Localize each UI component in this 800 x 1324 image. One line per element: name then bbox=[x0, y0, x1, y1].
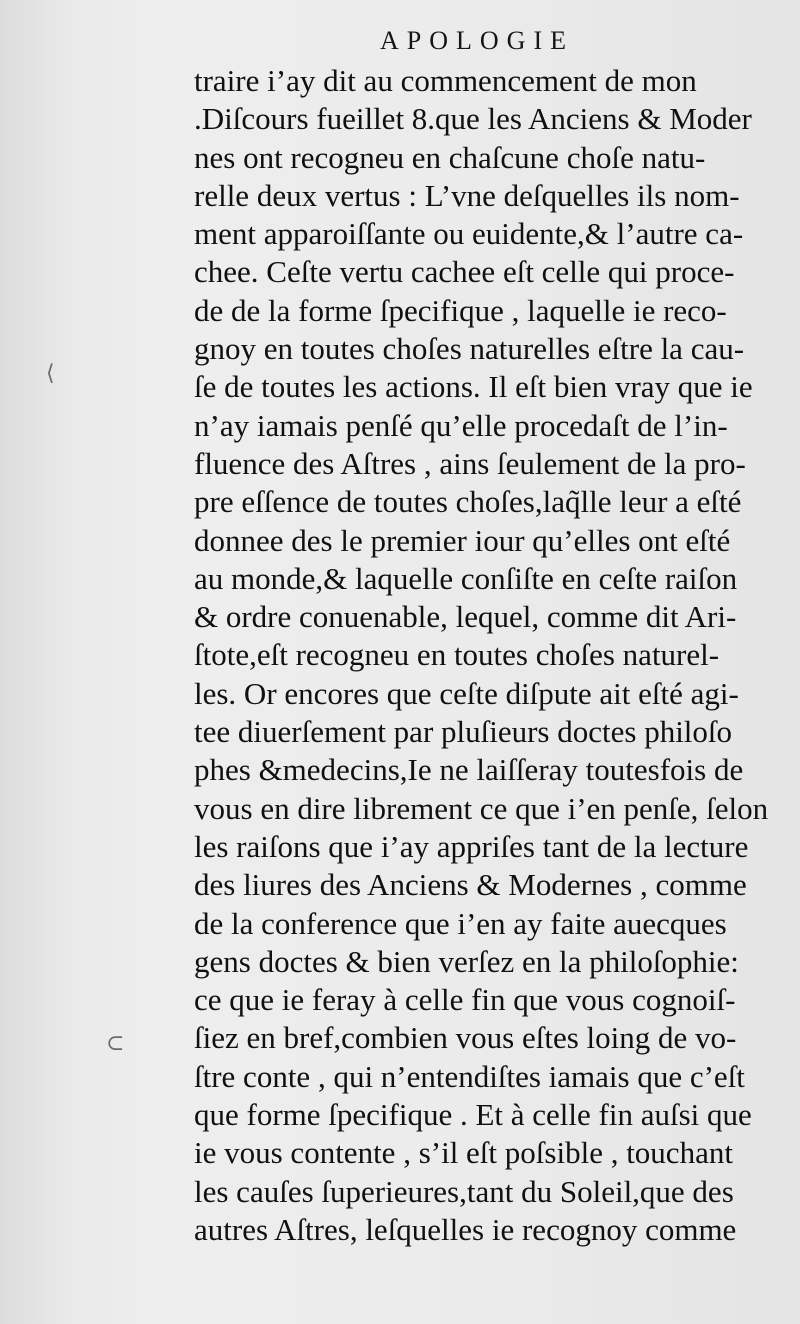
text-line: gens doctes & bien verſez en la philoſophie: bbox=[194, 943, 739, 979]
text-line: ſtote,eſt recogneu en toutes choſes naturel- bbox=[194, 637, 720, 673]
text-line: au monde,& laquelle conſiſte en ceſte raiſon bbox=[194, 560, 738, 596]
text-line: relle deux vertus : L’vne deſquelles ils nom- bbox=[194, 177, 740, 213]
text-line: ment apparoiſſante ou euidente,& l’autre ca- bbox=[194, 216, 744, 252]
text-line: gnoy en toutes choſes naturelles eſtre la cau- bbox=[194, 331, 745, 367]
text-line: ſe de toutes les actions. Il eſt bien vray que ie bbox=[194, 369, 753, 405]
text-line: autres Aſtres, leſquelles ie recognoy comme bbox=[194, 1211, 737, 1247]
text-line: phes &medecins,Ie ne laiſſeray toutesfois de bbox=[194, 752, 744, 788]
text-line: fluence des Aſtres , ains ſeulement de la pro- bbox=[194, 445, 746, 481]
text-line: de la conference que i’en ay faite auecques bbox=[194, 905, 727, 941]
text-line: tee diuerſement par pluſieurs doctes philoſo bbox=[194, 714, 733, 750]
text-line: de de la forme ſpecifique , laquelle ie reco- bbox=[194, 292, 727, 328]
text-line: que forme ſpecifique . Et à celle fin auſsi que bbox=[194, 1097, 752, 1133]
text-line: ce que ie feray à celle fin que vous cognoiſ- bbox=[194, 982, 736, 1018]
text-line: & ordre conuenable, lequel, comme dit Ari- bbox=[194, 599, 737, 635]
text-line: des liures des Anciens & Modernes , comme bbox=[194, 867, 747, 903]
running-header: APOLOGIE bbox=[380, 26, 574, 55]
text-line: n’ay iamais penſé qu’elle procedaſt de l’in- bbox=[194, 407, 728, 443]
margin-mark: ⟨ bbox=[46, 360, 55, 385]
text-line: les. Or encores que ceſte diſpute ait eſté agi- bbox=[194, 675, 739, 711]
text-line: nes ont recogneu en chaſcune choſe natu- bbox=[194, 139, 706, 175]
body-text bbox=[194, 62, 794, 1249]
text-line: les raiſons que i’ay appriſes tant de la lecture bbox=[194, 828, 749, 864]
text-line: ſiez en bref,combien vous eſtes loing de vo- bbox=[194, 1020, 737, 1056]
text-line: ſtre conte , qui n’entendiſtes iamais que c’eſt bbox=[194, 1058, 745, 1094]
text-line: chee. Ceſte vertu cachee eſt celle qui proce- bbox=[194, 254, 735, 290]
text-line: ie vous contente , s’il eſt poſsible , touchant bbox=[194, 1135, 733, 1171]
margin-mark: ⊂ bbox=[106, 1030, 125, 1055]
text-line: pre eſſence de toutes choſes,laq̃lle leur a eſté bbox=[194, 484, 742, 520]
text-line: .Diſcours fueillet 8.que les Anciens & Moder bbox=[194, 101, 752, 137]
text-line: donnee des le premier iour qu’elles ont eſté bbox=[194, 522, 731, 558]
text-line: traire i’ay dit au commencement de mon bbox=[194, 63, 697, 98]
text-line: vous en dire librement ce que i’en penſe, ſelon bbox=[194, 790, 769, 826]
text-line: les cauſes ſuperieures,tant du Soleil,que des bbox=[194, 1173, 734, 1209]
